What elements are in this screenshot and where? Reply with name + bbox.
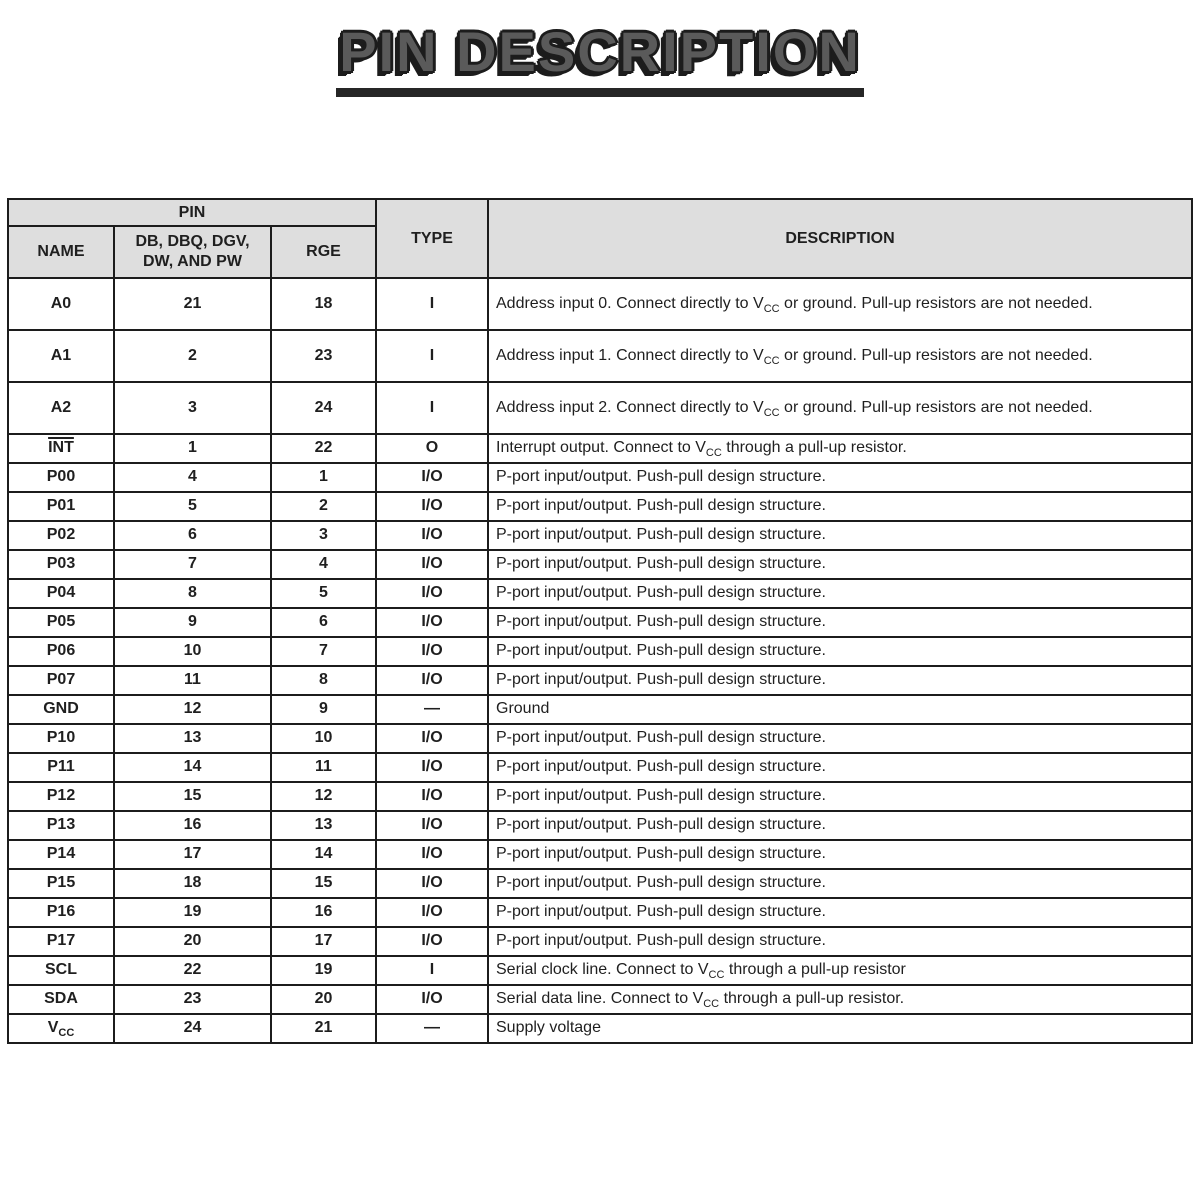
description-text: Serial clock line. Connect to V [496, 961, 709, 979]
pin-name-cell [8, 1014, 114, 1043]
pin-description-cell [488, 811, 1192, 840]
description-text: or ground. Pull-up resistors are not needed. [779, 294, 1093, 312]
description-text: P-port input/output. Push-pull design structure. [496, 816, 826, 834]
pin-number-db-cell: 15 [114, 782, 271, 811]
header-row-pin-group [8, 199, 1192, 226]
pin-number-rge-cell: 1 [271, 463, 376, 492]
description-subscript: CC [763, 406, 780, 419]
table-row [8, 1014, 1192, 1043]
table-row [8, 330, 1192, 382]
pin-name: P07 [46, 671, 76, 689]
page-title-text: PIN DESCRIPTION [339, 20, 861, 83]
pin-name: P04 [46, 584, 76, 602]
description-text: Address input 0. Connect directly to V [496, 294, 764, 312]
pin-name-subscript: CC [58, 1027, 75, 1040]
header-pin-group: PIN [8, 199, 376, 226]
pin-type-cell: I/O [376, 811, 488, 840]
pin-name: A1 [50, 346, 72, 364]
pin-name: P01 [46, 497, 76, 515]
pin-number-db-cell: 14 [114, 753, 271, 782]
table-header [8, 199, 1192, 278]
pin-number-db-cell: 5 [114, 492, 271, 521]
pin-number-db-cell: 6 [114, 521, 271, 550]
pin-number-db-cell: 24 [114, 1014, 271, 1043]
pin-name: A0 [50, 294, 72, 312]
table-row [8, 927, 1192, 956]
header-name: NAME [8, 226, 114, 278]
table-row [8, 724, 1192, 753]
description-text: P-port input/output. Push-pull design structure. [496, 845, 826, 863]
pin-number-rge-cell: 17 [271, 927, 376, 956]
description-text: through a pull-up resistor. [721, 439, 907, 457]
title-underline [336, 88, 864, 97]
description-text: P-port input/output. Push-pull design structure. [496, 642, 826, 660]
pin-name-cell [8, 550, 114, 579]
pin-name: P02 [46, 526, 76, 544]
pin-description-cell [488, 840, 1192, 869]
description-subscript: CC [763, 302, 780, 315]
pin-number-rge-cell: 18 [271, 278, 376, 330]
pin-number-rge-cell: 12 [271, 782, 376, 811]
pin-description-cell [488, 985, 1192, 1014]
description-text: P-port input/output. Push-pull design structure. [496, 613, 826, 631]
pin-type-cell: I/O [376, 782, 488, 811]
table-row [8, 869, 1192, 898]
pin-description-cell [488, 550, 1192, 579]
pin-description-cell [488, 637, 1192, 666]
pin-number-db-cell: 13 [114, 724, 271, 753]
pin-name: P15 [46, 874, 76, 892]
description-text: through a pull-up resistor [724, 961, 906, 979]
pin-name: P00 [46, 468, 76, 486]
pin-name-cell [8, 521, 114, 550]
pin-name-cell [8, 724, 114, 753]
pin-description-cell [488, 278, 1192, 330]
description-subscript: CC [763, 354, 780, 367]
description-text: Interrupt output. Connect to V [496, 439, 706, 457]
pin-name-cell [8, 898, 114, 927]
pin-number-db-cell: 4 [114, 463, 271, 492]
pin-name: SCL [44, 961, 77, 979]
pin-type-cell: O [376, 434, 488, 463]
table-row [8, 985, 1192, 1014]
pin-number-db-cell: 10 [114, 637, 271, 666]
header-rge: RGE [271, 226, 376, 278]
pin-number-db-cell: 7 [114, 550, 271, 579]
pin-name: P13 [46, 816, 76, 834]
page-title-inner [336, 20, 864, 97]
description-subscript: CC [703, 998, 720, 1011]
pin-number-db-cell: 8 [114, 579, 271, 608]
pin-number-rge-cell: 8 [271, 666, 376, 695]
pin-name-cell [8, 666, 114, 695]
description-text: Ground [496, 700, 550, 718]
pin-number-rge-cell: 24 [271, 382, 376, 434]
pin-name-cell [8, 782, 114, 811]
pin-name: P17 [46, 932, 76, 950]
pin-description-cell [488, 608, 1192, 637]
table-body [8, 278, 1192, 1043]
pin-number-rge-cell: 16 [271, 898, 376, 927]
pin-name-cell [8, 492, 114, 521]
pin-type-cell: I/O [376, 927, 488, 956]
pin-name: P10 [46, 729, 76, 747]
pin-name-cell [8, 330, 114, 382]
table-row [8, 956, 1192, 985]
pin-number-rge-cell: 11 [271, 753, 376, 782]
table-row [8, 811, 1192, 840]
table-row [8, 382, 1192, 434]
pin-number-db-cell: 9 [114, 608, 271, 637]
pin-type-cell: I [376, 956, 488, 985]
pin-name: P05 [46, 613, 76, 631]
table-row [8, 463, 1192, 492]
pin-number-rge-cell: 14 [271, 840, 376, 869]
pin-type-cell: I/O [376, 637, 488, 666]
description-text: P-port input/output. Push-pull design structure. [496, 903, 826, 921]
pin-description-cell [488, 753, 1192, 782]
pin-description-cell [488, 724, 1192, 753]
pin-number-rge-cell: 2 [271, 492, 376, 521]
pin-number-rge-cell: 22 [271, 434, 376, 463]
pin-number-rge-cell: 3 [271, 521, 376, 550]
pin-description-cell [488, 579, 1192, 608]
pin-name-cell [8, 382, 114, 434]
pin-description-cell [488, 666, 1192, 695]
description-text: P-port input/output. Push-pull design structure. [496, 468, 826, 486]
pin-type-cell: I/O [376, 898, 488, 927]
pin-type-cell: I/O [376, 521, 488, 550]
description-text: P-port input/output. Push-pull design structure. [496, 758, 826, 776]
pin-number-rge-cell: 7 [271, 637, 376, 666]
pin-description-cell [488, 869, 1192, 898]
description-text: P-port input/output. Push-pull design structure. [496, 932, 826, 950]
pin-name: P14 [46, 845, 76, 863]
table-row [8, 278, 1192, 330]
table-row [8, 637, 1192, 666]
pin-description-cell [488, 434, 1192, 463]
page-title [0, 0, 1200, 97]
pin-number-rge-cell: 6 [271, 608, 376, 637]
description-text: Address input 1. Connect directly to V [496, 346, 764, 364]
pin-type-cell: I/O [376, 724, 488, 753]
pin-name: P06 [46, 642, 76, 660]
pin-description-cell [488, 927, 1192, 956]
description-text: P-port input/output. Push-pull design structure. [496, 671, 826, 689]
header-package-pins: DB, DBQ, DGV, DW, AND PW [114, 226, 271, 278]
pin-number-db-cell: 22 [114, 956, 271, 985]
pin-name-cell [8, 840, 114, 869]
description-text: P-port input/output. Push-pull design structure. [496, 874, 826, 892]
pin-name-cell [8, 753, 114, 782]
pin-type-cell: I/O [376, 579, 488, 608]
pin-description-cell [488, 521, 1192, 550]
pin-name: A2 [50, 398, 72, 416]
pin-number-db-cell: 1 [114, 434, 271, 463]
pin-number-rge-cell: 10 [271, 724, 376, 753]
pin-description-cell [488, 695, 1192, 724]
pin-number-rge-cell: 9 [271, 695, 376, 724]
description-text: P-port input/output. Push-pull design structure. [496, 555, 826, 573]
pin-type-cell: — [376, 695, 488, 724]
pin-number-db-cell: 12 [114, 695, 271, 724]
pin-type-cell: I/O [376, 550, 488, 579]
pin-number-db-cell: 16 [114, 811, 271, 840]
description-text: P-port input/output. Push-pull design structure. [496, 526, 826, 544]
pin-name: $\overline{INT}$ [48, 439, 74, 457]
pin-description-cell [488, 463, 1192, 492]
pin-number-db-cell: 17 [114, 840, 271, 869]
pin-name-cell [8, 956, 114, 985]
pin-name-cell [8, 695, 114, 724]
pin-description-cell [488, 382, 1192, 434]
description-text: P-port input/output. Push-pull design structure. [496, 584, 826, 602]
pin-name-cell [8, 869, 114, 898]
pin-number-rge-cell: 20 [271, 985, 376, 1014]
pin-name-cell [8, 579, 114, 608]
pin-type-cell: — [376, 1014, 488, 1043]
pin-description-cell [488, 782, 1192, 811]
description-text: P-port input/output. Push-pull design structure. [496, 729, 826, 747]
pin-number-db-cell: 2 [114, 330, 271, 382]
pin-number-rge-cell: 5 [271, 579, 376, 608]
description-text: Supply voltage [496, 1019, 601, 1037]
pin-name-cell [8, 278, 114, 330]
pin-name-cell [8, 927, 114, 956]
description-text: Address input 2. Connect directly to V [496, 398, 764, 416]
pin-description-cell [488, 492, 1192, 521]
pin-name-cell [8, 463, 114, 492]
table-row [8, 434, 1192, 463]
table-row [8, 550, 1192, 579]
pin-description-table [7, 198, 1193, 1044]
description-subscript: CC [708, 969, 725, 982]
table-row [8, 782, 1192, 811]
pin-number-rge-cell: 13 [271, 811, 376, 840]
pin-type-cell: I [376, 330, 488, 382]
table-row [8, 521, 1192, 550]
pin-number-db-cell: 11 [114, 666, 271, 695]
table-row [8, 898, 1192, 927]
pin-type-cell: I [376, 278, 488, 330]
pin-type-cell: I/O [376, 753, 488, 782]
description-text: P-port input/output. Push-pull design structure. [496, 497, 826, 515]
pin-type-cell: I/O [376, 463, 488, 492]
pin-number-db-cell: 21 [114, 278, 271, 330]
description-text: P-port input/output. Push-pull design structure. [496, 787, 826, 805]
pin-number-db-cell: 3 [114, 382, 271, 434]
pin-name: P12 [46, 787, 76, 805]
pin-number-rge-cell: 21 [271, 1014, 376, 1043]
description-text: through a pull-up resistor. [719, 990, 905, 1008]
pin-name: P11 [47, 758, 75, 776]
header-type: TYPE [376, 199, 488, 278]
description-subscript: CC [705, 447, 722, 460]
pin-name-cell [8, 434, 114, 463]
pin-type-cell: I/O [376, 492, 488, 521]
header-description: DESCRIPTION [488, 199, 1192, 278]
table-row [8, 492, 1192, 521]
description-text: Serial data line. Connect to V [496, 990, 704, 1008]
pin-name-cell [8, 637, 114, 666]
pin-type-cell: I/O [376, 985, 488, 1014]
pin-number-rge-cell: 15 [271, 869, 376, 898]
pin-name: GND [43, 700, 79, 718]
table-row [8, 666, 1192, 695]
description-text: or ground. Pull-up resistors are not needed. [779, 398, 1093, 416]
pin-number-rge-cell: 4 [271, 550, 376, 579]
table-row [8, 695, 1192, 724]
pin-name: P16 [46, 903, 76, 921]
pin-number-db-cell: 23 [114, 985, 271, 1014]
pin-number-db-cell: 20 [114, 927, 271, 956]
table-row [8, 579, 1192, 608]
table-row [8, 840, 1192, 869]
pin-description-cell [488, 898, 1192, 927]
pin-type-cell: I/O [376, 840, 488, 869]
pin-type-cell: I [376, 382, 488, 434]
pin-number-rge-cell: 23 [271, 330, 376, 382]
pin-description-cell [488, 956, 1192, 985]
pin-type-cell: I/O [376, 869, 488, 898]
description-text: or ground. Pull-up resistors are not needed. [779, 346, 1093, 364]
pin-name: P03 [46, 555, 76, 573]
pin-name: SDA [44, 990, 78, 1008]
table-row [8, 753, 1192, 782]
table-row [8, 608, 1192, 637]
pin-description-cell [488, 1014, 1192, 1043]
pin-number-db-cell: 19 [114, 898, 271, 927]
pin-number-db-cell: 18 [114, 869, 271, 898]
pin-number-rge-cell: 19 [271, 956, 376, 985]
pin-type-cell: I/O [376, 608, 488, 637]
pin-name-cell [8, 811, 114, 840]
pin-name: V [47, 1019, 59, 1037]
pin-description-cell [488, 330, 1192, 382]
pin-name-cell [8, 608, 114, 637]
pin-type-cell: I/O [376, 666, 488, 695]
pin-name-cell [8, 985, 114, 1014]
